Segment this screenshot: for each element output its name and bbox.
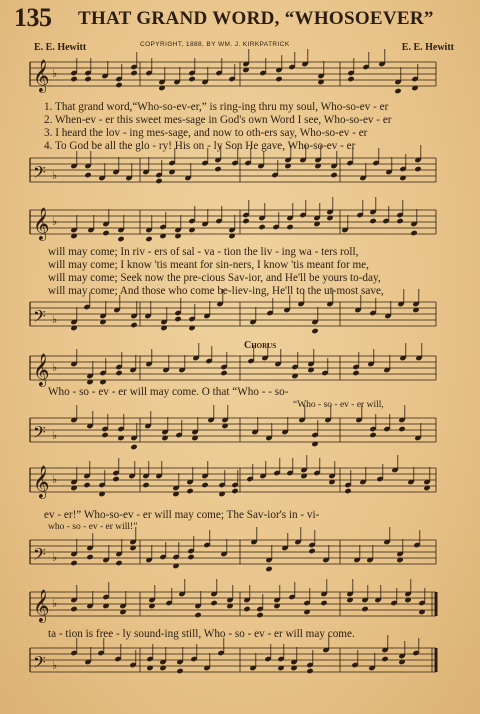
flat-sign-icon: ♭ [52,169,58,182]
treble-staff-1 [0,56,480,100]
notes [70,405,421,450]
chorus-alto-line: “Who - so - ev - er will, [293,400,384,410]
bass-clef-icon: 𝄢 [33,306,46,330]
notes [70,455,430,497]
flat-sign-icon: ♭ [52,551,58,564]
chorus-line: ev - er!” Who-so-ev - er will may come; The Sav-ior's in - vi- [44,509,320,521]
flat-sign-icon: ♭ [52,67,58,80]
verse-line: 3. I heard the lov - ing mes-sage, and now to oth-ers say, Who-so-ev - er [44,127,368,139]
notes [70,579,425,618]
bass-staff-1 [0,152,480,196]
verse-line: will may come; Seek now the pre-cious Sav-ior, and He'll be yours to-day, [48,272,381,284]
flat-sign-icon: ♭ [52,313,58,326]
bass-clef-icon: 𝄢 [33,162,46,186]
verse-line: 4. To God be all the glo - ry! His on - ly Son He gave, Who-so-ev - er [44,140,356,152]
treble-staff-2 [0,204,480,248]
bass-clef-icon: 𝄢 [33,544,46,568]
chorus-alto-line: who - so - ev - er will!” [48,522,138,532]
treble-clef-icon: 𝄞 [33,465,50,498]
flat-sign-icon: ♭ [52,215,58,228]
verse-line: 1. That grand word,“Who-so-ev-er,” is ring-ing thru my soul, Who-so-ev - er [44,101,389,113]
words-author: E. E. Hewitt [34,42,87,53]
notes [70,343,422,385]
flat-sign-icon: ♭ [52,429,58,442]
treble-staff-5 [0,586,480,630]
notes [70,289,419,334]
treble-staff-4 [0,462,480,502]
bass-staff-3 [0,412,480,452]
chorus-label: Chorus [244,340,277,351]
copyright-notice: COPYRIGHT, 1888, BY WM. J. KIRKPATRICK [140,41,290,48]
hymn-number: 135 [14,3,52,32]
verse-line: 2. When-ev - er this sweet mes-sage in God's own Word I see, Who-so-ev - er [44,114,392,126]
chorus-line: Who - so - ev - er will may come. O that “Who - - so- [48,386,289,398]
bass-clef-icon: 𝄢 [33,652,46,676]
bass-staff-4 [0,534,480,574]
treble-clef-icon: 𝄞 [33,589,50,622]
treble-clef-icon: 𝄞 [33,207,50,240]
flat-sign-icon: ♭ [52,473,58,486]
flat-sign-icon: ♭ [52,597,58,610]
chorus-line: ta - tion is free - ly sound-ing still, Who - so - ev - er will may come. [48,628,355,640]
verse-line: will may come; I know 'tis meant for sin-ners, I know 'tis meant for me, [48,259,369,271]
verse-line: will may come; And those who come be-liev-ing, He'll to the ut-most save, [48,285,384,297]
bass-staff-2 [0,296,480,340]
verse-line: will may come; In riv - ers of sal - va - tion the liv - ing wa - ters roll, [48,246,359,258]
notes [70,527,420,572]
music-author: E. E. Hewitt [401,42,454,53]
bass-staff-5 [0,642,480,686]
notes [70,49,418,94]
bass-clef-icon: 𝄢 [33,422,46,446]
hymn-title: THAT GRAND WORD, “WHOSOEVER” [78,8,434,29]
notes [70,197,417,242]
flat-sign-icon: ♭ [52,361,58,374]
flat-sign-icon: ♭ [52,659,58,672]
treble-clef-icon: 𝄞 [33,59,50,92]
treble-clef-icon: 𝄞 [33,353,50,386]
treble-staff-3 [0,350,480,390]
